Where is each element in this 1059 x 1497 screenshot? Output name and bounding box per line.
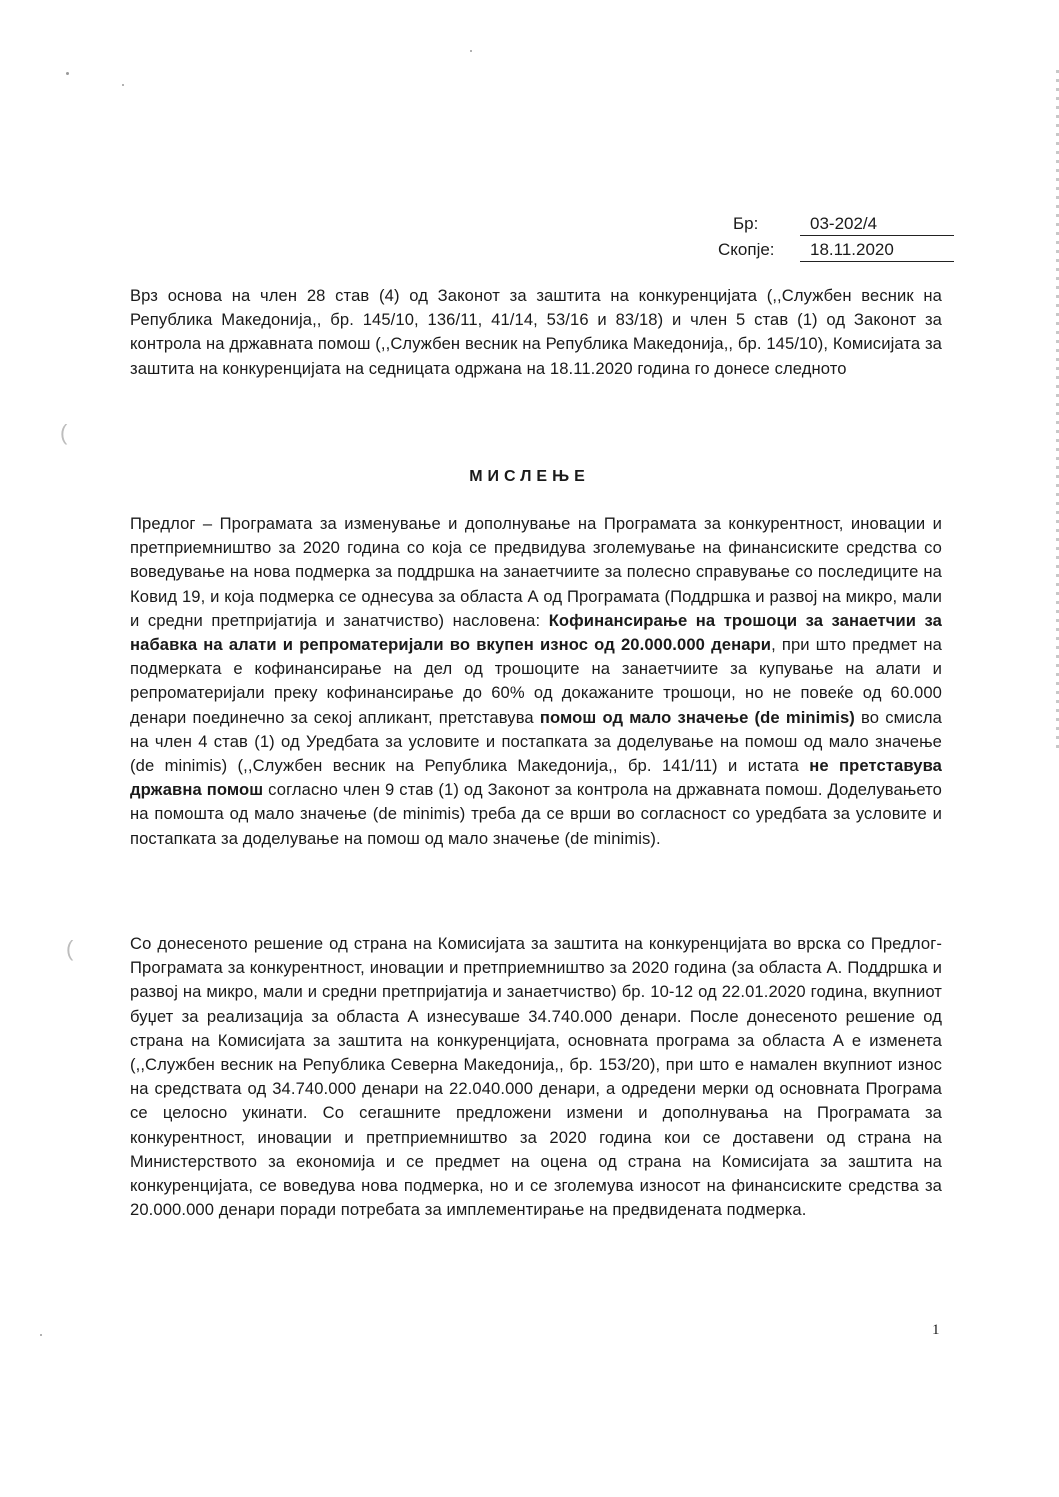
reference-date-value: 18.11.2020 [810, 240, 894, 259]
document-reference [718, 214, 958, 266]
opinion-text: согласно член 9 став (1) од Законот за контрола на државната помош. Доделувањето на помошта од мало значење (de minimis) треба да се врши во согласност со уредбата за условите и постапката за доделување на помош од мало значење (de minimis). [130, 780, 942, 848]
reference-number-label: Бр: [733, 214, 759, 233]
reference-number-value: 03-202/4 [810, 214, 878, 233]
reference-underline [800, 261, 954, 262]
scan-speck [66, 72, 69, 75]
opinion-text: , при што предмет на подмерката е кофинансирање на дел од трошоците на занаетчиите за купување на алати и репроматеријали преку кофинансирање до 60% од докажаните трошоци, но не повеќе од 60.000 денари поединечно за секој апликант, претставува [130, 635, 942, 727]
explanation-paragraph: Со донесеното решение од страна на Комисијата за заштита на конкуренцијата во врска со Предлог-Програмата за конкурентност, иновации и претприемништво за 2020 година (за областа А. Поддршка и развој на микро, мали и средни претпријатија и занаетчиство) бр. 10-12 од 22.01.2020 година, вкупниот буџет за реализација за областа А изнесуваше 34.740.000 денари. После донесеното решение од страна на Комисијата за заштита на конкуренцијата, основната програма за областа А е изменета (,,Службен весник на Република Северна Македонија,, бр. 153/20), при што е намален вкупниот износ на средствата од 34.740.000 денари на 22.040.000 денари, а одредени мерки од основната Програма се целосно укинати. Со сегашните предложени измени и дополнувања на Програмата за конкурентност, иновации и претприемништво за 2020 година кои се доставени од страна на Министерството за економија и се предмет на оцена од страна на Комисијата за заштита на конкуренцијата, се воведува нова подмерка, но и се зголемува износот на финансиските средства за 20.000.000 денари поради потребата за имплементирање на предвидената подмерка. [130, 934, 942, 1220]
intro-paragraph: Врз основа на член 28 став (4) од Законот за заштита на конкуренцијата (,,Службен весник на Република Македонија,, бр. 145/10, 136/11, 41/14, 53/16 и 83/18) и член 5 став (1) од Законот за контрола на државната помош (,,Службен весник на Република Македонија,, бр. 145/10), Комисијата за заштита на конкуренцијата на седницата одржана на 18.11.2020 година го донесе следното [130, 286, 942, 378]
opinion-text: Предлог – Програмата за изменување и дополнување на Програмата за конкурентност, иновации и претприемништво за 2020 година со која се предвидува зголемување на финансиските средства со воведување на нова подмерка за поддршка на занаетчиите за полесно справување со последиците на Ковид 19, и која подмерка се однесува за областа А од Програмата (Поддршка и развој на микро, мали и средни претпријатија и занатчиство) насловена: [130, 514, 942, 630]
reference-number-row [718, 214, 958, 240]
opinion-bold-text: не претставува државна помош [130, 756, 942, 800]
reference-underline [800, 235, 954, 236]
scan-speck [40, 1334, 42, 1336]
reference-city-label: Скопје: [718, 240, 775, 259]
scan-speck [122, 84, 124, 86]
opinion-text: во смисла на член 4 став (1) од Уредбата за условите и постапката за доделување на помош од мало значење (de minimis) (,,Службен весник на Република Македонија,, бр. 141/11) и истата [130, 707, 942, 776]
scan-mark: ( [66, 936, 74, 961]
page-number: 1 [932, 1322, 940, 1338]
opinion-paragraph [130, 512, 942, 851]
opinion-bold-text: помош од мало значење (de minimis) [539, 707, 855, 727]
scan-mark: ( [60, 420, 68, 445]
opinion-bold-text: Кофинансирање на трошоци за занаетчии за набавка на алати и репроматеријали во вкупен износ од 20.000.000 денари [130, 610, 942, 655]
scan-speck [470, 50, 472, 52]
reference-date-row [718, 240, 958, 266]
document-title: МИСЛЕЊЕ [469, 468, 590, 485]
